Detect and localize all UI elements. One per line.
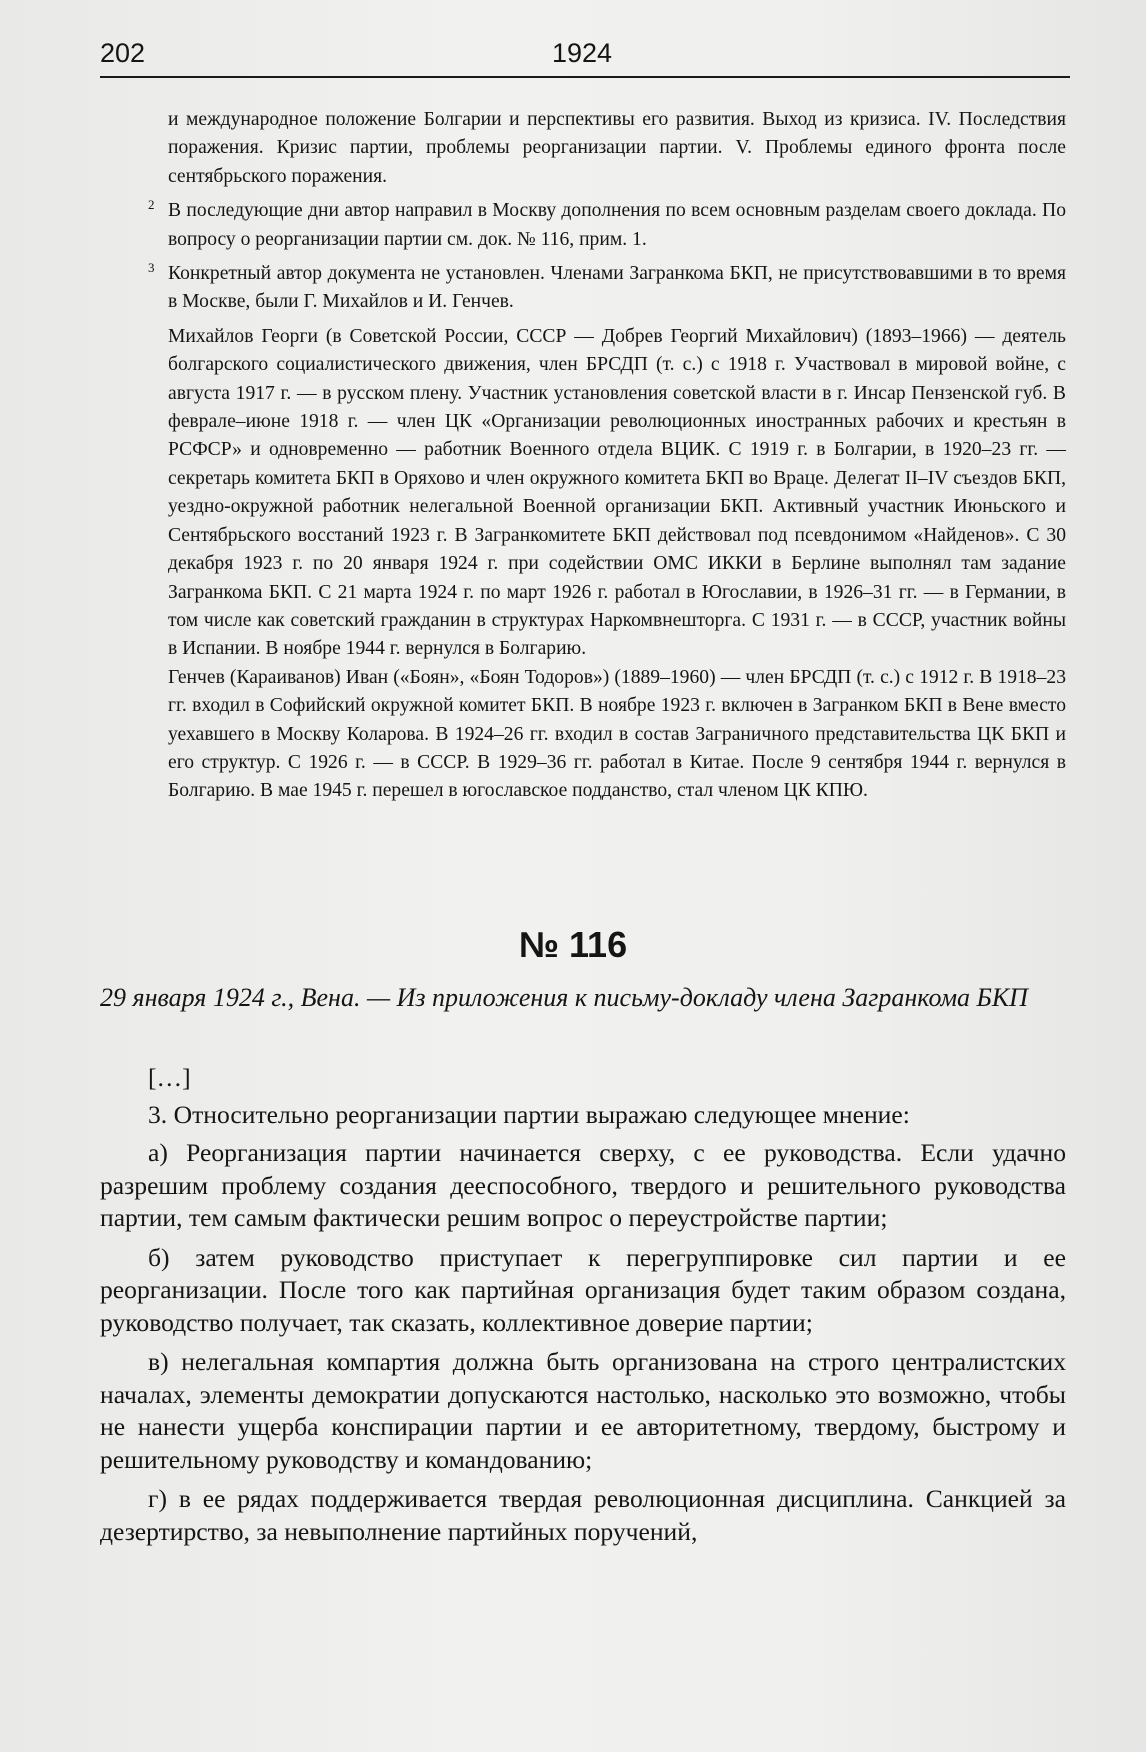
running-header: [100, 34, 1070, 78]
body-paragraph: г) в ее рядах поддерживается твердая революционная дисциплина. Санкцией за дезертирство, за невыполнение партийных поручений,: [100, 1484, 1066, 1546]
footnote-mark: 3: [148, 260, 155, 276]
omission-mark: […]: [148, 1063, 191, 1092]
body-paragraph: 3. Относительно реорганизации партии выражаю следующее мнение:: [148, 1099, 910, 1129]
body-paragraph: а) Реорганизация партии начинается сверху, с ее руководства. Если удачно разрешим проблему создания дееспособного, твердого и решительного руководства партии, тем самым фактически решим вопрос о переустройстве партии;: [100, 1138, 1066, 1232]
document-body: [100, 1062, 1066, 1555]
body-paragraph: в) нелегальная компартия должна быть организована на строго централистских началах, элементы демократии допускаются настолько, насколько это возможно, чтобы не нанести ущерба конспирации партии и ее авторитетному, твердому, быстрому и решительному руководству и командованию;: [100, 1347, 1066, 1474]
footnote: [148, 260, 1066, 317]
footnote-text: Конкретный автор документа не установлен. Членами Загранкома БКП, не присутствовавшими в то время в Москве, были Г. Михайлов и И. Генчев.: [168, 263, 1066, 313]
footnotes-block: [148, 106, 1066, 806]
biography-mikhailov: [168, 323, 1066, 664]
body-paragraph: б) затем руководство приступает к перегруппировке сил партии и ее реорганизации. После того как партийная организация будет таким образом создана, руководство получает, так сказать, коллективное доверие партии;: [100, 1242, 1066, 1337]
page-number: 202: [100, 38, 146, 68]
biography-text: Генчев (Караиванов) Иван («Боян», «Боян Тодоров») (1889–1960) — член БРСДП (т. с.) с 1912 г. В 1918–23 гг. входил в Софийский окружной комитет БКП. В ноябре 1923 г. включен в Загранком БКП в Вене вместо уехавшего в Москву Коларова. В 1924–26 гг. входил в состав Заграничного представительства ЦК БКП и его структур. С 1926 г. — в СССР. В 1929–36 гг. работал в Китае. После 9 сентября 1944 г. вернулся в Болгарию. В мае 1945 г. перешел в югославское подданство, стал членом ЦК КПЮ.: [168, 666, 1066, 802]
biography-text: Михайлов Георги (в Советской России, СССР — Добрев Георгий Михайлович) (1893–1966) — деятель болгарского социалистического движения, член БРСДП (т. с.) с 1918 г. Участвовал в мировой войне, с августа 1917 г. — в русском плену. Участник установления советской власти в г. Инсар Пензенской губ. В феврале–июне 1918 г. — член ЦК «Организации революционных иностранных рабочих и крестьян в РСФСР» и одновременно — работник Военного отдела ВЦИК. С 1919 г. в Болгарии, в 1920–23 гг. — секретарь комитета БКП в Оряхово и член окружного комитета БКП во Враце. Делегат II–IV съездов БКП, уездно-окружной работник нелегальной Военной организации БКП. Активный участник Июньского и Сентябрьского восстаний 1923 г. В Загранкомитете БКП действовал под псевдонимом «Найденов». С 30 декабря 1923 г. по 20 января 1924 г. при содействии ОМС ИККИ в Берлине выполнял там задание Загранкома БКП. С 21 марта 1924 г. по март 1926 г. работал в Югославии, в 1926–31 гг. — в Германии, в том числе как советский гражданин в структурах Наркомвнешторга. С 1931 г. — в СССР, участник войны в Испании. В ноябре 1944 г. вернулся в Болгарию.: [168, 325, 1066, 660]
footnote: [148, 197, 1066, 254]
document-number: № 116: [518, 924, 628, 965]
footnote: [168, 106, 1066, 191]
footnote-mark: 2: [148, 197, 155, 213]
biography-genchev: [168, 664, 1066, 806]
footnote-text: и международное положение Болгарии и перспективы его развития. Выход из кризиса. IV. Последствия поражения. Кризис партии, проблемы реорганизации партии. V. Проблемы единого фронта после сентябрьского поражения.: [168, 109, 1066, 187]
header-rule: [100, 76, 1070, 78]
document-title: 29 января 1924 г., Вена. — Из приложения к письму-докладу члена Загранкома БКП: [100, 983, 1028, 1012]
running-title-year: 1924: [552, 38, 613, 68]
footnote-text: В последующие дни автор направил в Москву дополнения по всем основным разделам своего доклада. По вопросу о реорганизации партии см. док. № 116, прим. 1.: [168, 200, 1066, 250]
